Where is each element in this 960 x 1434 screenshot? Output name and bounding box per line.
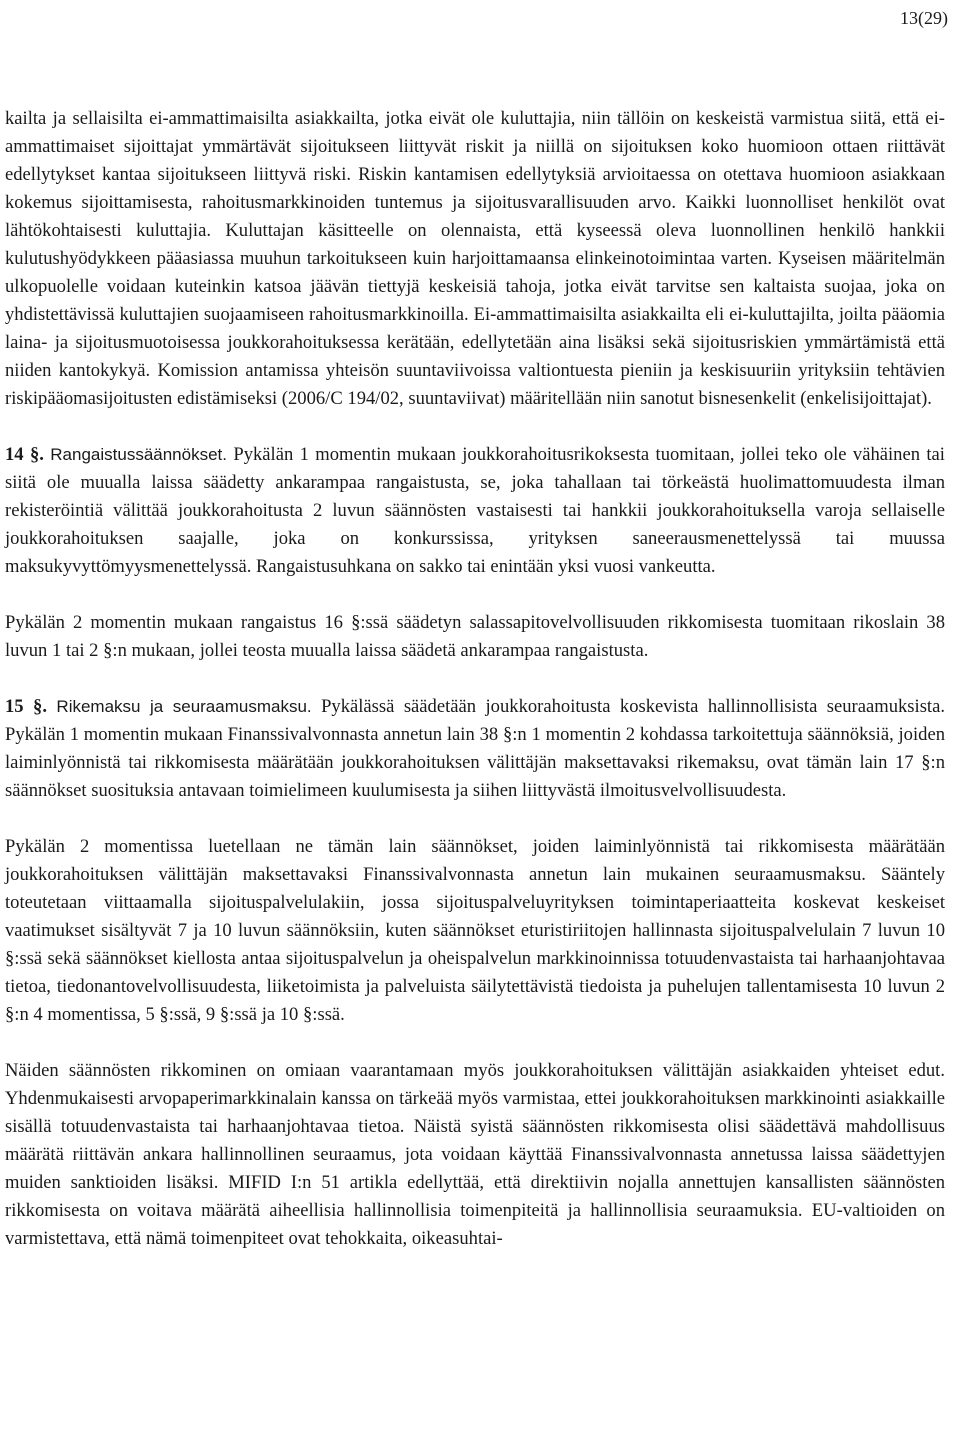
section-number: 15 [5,696,24,717]
paragraph-consumer-definition: kailta ja sellaisilta ei-ammattimaisilta asiakkailta, jotka eivät ole kuluttajia, niin tällöin on keskeistä varmistua siitä, että ei-ammattimaiset sijoittajat ymmärtävät sijoitukseen liittyvät riskit ja niillä on sijoituksen koko huomioon ottaen riittävät edellytykset kantaa sijoitukseen liittyvä riski. Riskin kantamisen edellytyksiä arvioitaessa on otettava huomioon asiakkaan kokemus sijoittamisesta, rahoitusmarkkinoiden tuntemus ja sijoitusvarallisuuden arvo. Kaikki luonnolliset henkilöt ovat lähtökohtaisesti kuluttajia. Kuluttajan käsitteelle on olennaista, että kyseessä oleva luonnollinen henkilö hankkii kulutushyödykkeen pääasiassa muuhun tarkoitukseen kuin harjoittamaansa elinkeinotoimintaa varten. Kyseisen määritelmän ulkopuolelle voidaan kuteinkin katsoa jäävän tiettyjä keskeisiä tahoja, jotka eivät tarvitse sen kaltaista suojaa, joka on yhdistettävissä kuluttajien suojaamiseen rahoitusmarkkinoilla. Ei-ammattimaisilta asiakkailta eli ei-kuluttajilta, joilta pääomia laina- ja sijoitusmuotoisessa joukkorahoituksessa kerätään, edellytetään aina lisäksi sekä sijoitusriskien ymmärtämistä että niiden kantokykyä. Komission antamissa yhteisön suuntaviivoissa valtiontuesta pieniin ja keskisuuriin yrityksiin tehtävien riskipääomasijoitusten edistämiseksi (2006/C 194/02, suuntaviivat) määritellään niin sanotut bisnesenkelit (enkelisijoittajat). [5,108,945,409]
section-title: Rangaistussäännökset. [50,445,227,464]
section-14 [5,441,945,581]
section-text: Pykälän 1 momentin mukaan joukkorahoitusrikoksesta tuomitaan, jollei teko ole vähäinen tai siitä ole muualla laissa säädetty ankarampaa rangaistusta, se, joka tahallaan tai törkeästä huolimattomuudesta ilman rekisteröintiä välittää joukkorahoitusta 2 luvun säännösten vastaisesti tai hankkii joukkorahoituksella varoja sellaiselle joukkorahoituksen saajalle, joka on konkurssissa, yrityksen saneerausmenettelyssä tai muussa maksukyvyttömyysmenettelyssä. Rangaistusuhkana on sakko tai enintään yksi vuosi vankeutta. [5,444,945,577]
section-15 [5,693,945,805]
section-text: Pykälässä säädetään joukkorahoitusta koskevista hallinnollisista seuraamuksista. Pykälän 1 momentin mukaan Finanssivalvonnasta annetun lain 38 §:n 1 momentin 2 kohdassa tarkoitettuja säännöksiä, joiden laiminlyönnistä tai rikkomisesta määrätään joukkorahoituksen välittäjän maksettavaksi rikemaksu, ovat tämän lain 17 §:n säännökset suosituksia antavaan toimielimeen kuulumisesta ja siihen liittyvästä ilmoitusvelvollisuudesta. [5,696,945,801]
page-number: 13(29) [900,8,948,28]
paragraph-justification: Näiden säännösten rikkominen on omiaan vaarantamaan myös joukkorahoituksen välittäjän asiakkaiden yhteiset edut. Yhdenmukaisesti arvopaperimarkkinalain kanssa on tärkeää myös varmistaa, ettei joukkorahoituksen markkinointi asiakkaille sisällä totuudenvastaista tai harhaanjohtavaa tietoa. Näistä syistä säännösten rikkomisesta olisi säädettävä mahdollisuus määrätä riittävän ankara hallinnollinen seuraamus, jota voidaan käyttää Finanssivalvonnasta annetussa laissa säädettyjen muiden sanktioiden lisäksi. MIFID I:n 51 artikla edellyttää, että direktiivin nojalla annettujen kansallisten säännösten rikkomisesta on voitava määrätä aiheellisia hallinnollisia toimenpiteitä ja hallinnollisia seuraamuksia. EU-valtioiden on varmistettava, että nämä toimenpiteet ovat tehokkaita, oikeasuhtai- [5,1060,945,1249]
document-body [5,105,945,1253]
paragraph-confidentiality-penalty: Pykälän 2 momentin mukaan rangaistus 16 §:ssä säädetyn salassapitovelvollisuuden rikkomisesta tuomitaan rikoslain 38 luvun 1 tai 2 §:n mukaan, jollei teosta muualla laissa säädetä ankarampaa rangaistusta. [5,612,945,661]
section-separator: §. [33,696,47,717]
paragraph-sanction-fee: Pykälän 2 momentissa luetellaan ne tämän lain säännökset, joiden laiminlyönnistä tai rikkomisesta määrätään joukkorahoituksen välittäjän maksettavaksi Finanssivalvonnasta annetun lain mukainen seuraamusmaksu. Sääntely toteutetaan viittaamalla sijoituspalvelulakiin, jossa sijoituspalveluyrityksen toimintaperiaatteita koskevat keskeiset vaatimukset sisältyvät 7 ja 10 luvun säännöksiin, kuten säännökset eturistiriitojen hallinnasta sijoituspalvelulain 7 luvun 10 §:ssä sekä säännökset kiellosta antaa sijoituspalvelun ja oheispalvelun markkinoinnissa totuudenvastaista tai harhaanjohtavaa tietoa, tiedonantovelvollisuudesta, liiketoimista ja palveluista säilytettävistä tiedoista ja puhelujen tallentamisesta 10 luvun 2 §:n 4 momentissa, 5 §:ssä, 9 §:ssä ja 10 §:ssä. [5,836,945,1025]
section-separator: §. [29,444,44,465]
section-title: Rikemaksu ja seuraamusmaksu. [56,697,312,716]
section-number: 14 [5,444,24,465]
